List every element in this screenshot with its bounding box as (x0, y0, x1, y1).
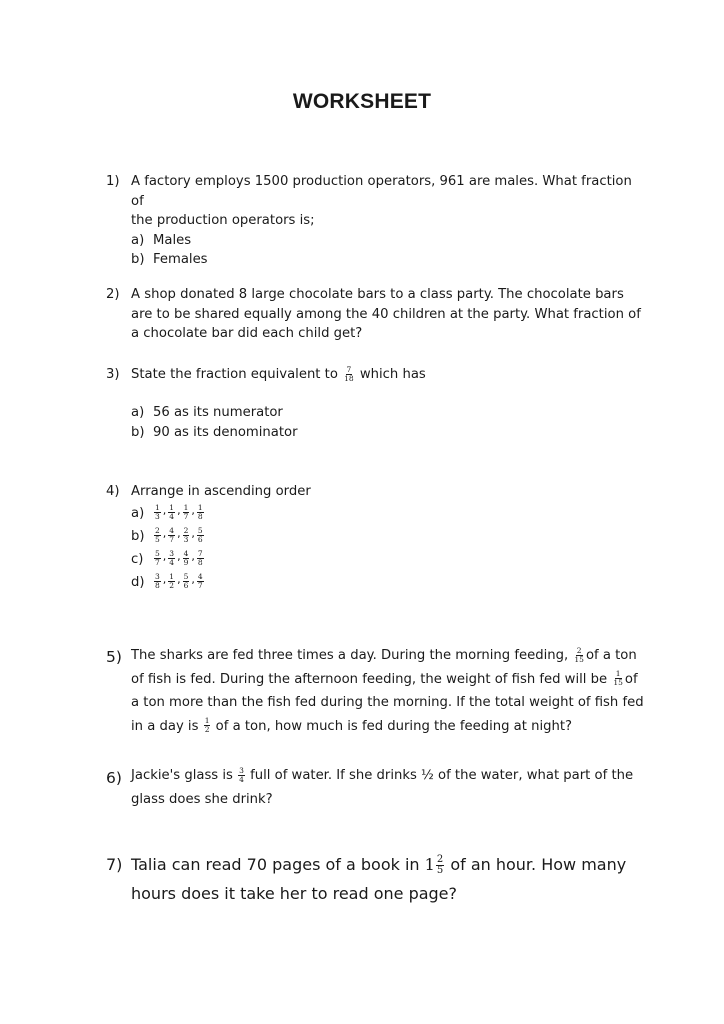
fraction: $\frac{1}{8}$ (197, 503, 203, 521)
sub-text: Females (153, 252, 208, 267)
question-5 (106, 644, 646, 738)
order-item (131, 525, 646, 548)
fraction: $\frac{2}{5}$ (436, 854, 444, 876)
comma-separator: , (177, 549, 181, 563)
fraction: $\frac{1}{2}$ (169, 572, 175, 590)
sub-text: Males (153, 232, 192, 248)
fraction: $\frac{3}{8}$ (155, 572, 160, 590)
sub-label: a) (131, 405, 145, 420)
comma-separator: , (177, 572, 181, 586)
fraction-list (153, 571, 205, 593)
question-text: The sharks are fed three times a day. During the morning feeding, (131, 648, 569, 663)
fraction: $\frac{5}{6}$ (197, 526, 203, 544)
fraction: $\frac{1}{15}$ (613, 669, 623, 687)
sub-question-a (131, 403, 646, 423)
question-text: full of water. If she drinks ½ of the water, what part of the (250, 768, 634, 783)
comma-separator: , (177, 503, 181, 517)
question-number: 5) (106, 648, 122, 666)
fraction: $\frac{2}{15}$ (574, 645, 584, 664)
question-4 (106, 482, 646, 594)
question-text: State the fraction equivalent to (131, 367, 338, 382)
fraction: $\frac{3}{4}$ (239, 765, 244, 784)
sub-label: a) (131, 232, 145, 248)
question-number: 7) (106, 855, 123, 874)
fraction-list (153, 525, 205, 547)
question-text: of fish is fed. During the afternoon feeding, the weight of fish fed will be (131, 671, 608, 687)
question-text: A factory employs 1500 production operators, 961 are males. What fraction of (131, 174, 632, 209)
fraction: $\frac{5}{7}$ (155, 549, 160, 567)
sub-label: b) (131, 528, 145, 544)
comma-separator: , (162, 503, 167, 517)
fraction: $\frac{1}{4}$ (169, 503, 175, 521)
fraction-list (153, 548, 205, 570)
question-text: a ton more than the fish fed during the morning. If the total weight of fish fed (131, 695, 644, 710)
sub-label: b) (131, 424, 145, 440)
question-text: of an hour. How many (450, 855, 627, 874)
order-list (131, 502, 646, 594)
fraction: $\frac{4}{9}$ (183, 549, 189, 567)
comma-separator: , (191, 549, 195, 563)
sub-text: 90 as its denominator (153, 424, 298, 440)
fraction: $\frac{7}{18}$ (344, 364, 354, 383)
comma-separator: , (191, 526, 195, 540)
question-number: 1) (106, 174, 120, 189)
question-text: Talia can read 70 pages of a book in (131, 855, 420, 874)
comma-separator: , (191, 503, 195, 517)
question-text: Arrange in ascending order (131, 484, 311, 499)
question-number: 2) (106, 287, 120, 302)
sub-question-b (131, 423, 646, 443)
question-3 (106, 363, 646, 442)
fraction: $\frac{3}{4}$ (169, 549, 175, 567)
question-text: in a day is (131, 718, 199, 734)
question-text: which has (359, 367, 426, 382)
worksheet-title: WORKSHEET (292, 90, 432, 113)
question-text: the production operators is; (131, 213, 315, 228)
fraction: $\frac{5}{6}$ (183, 572, 189, 590)
fraction: $\frac{1}{3}$ (155, 503, 160, 521)
sub-label: c) (131, 551, 144, 567)
order-item (131, 502, 646, 525)
sub-label: a) (131, 505, 145, 521)
question-7 (106, 850, 666, 908)
mixed-number-whole: 1 (424, 855, 435, 874)
question-number: 4) (106, 484, 120, 499)
comma-separator: , (191, 572, 195, 586)
question-text: hours does it take her to read one page? (131, 884, 458, 903)
question-text: Jackie's glass is (131, 768, 233, 783)
question-text: of a ton, how much is fed during the feeding at night? (215, 718, 573, 734)
sub-label: b) (131, 252, 145, 267)
comma-separator: , (162, 526, 167, 540)
comma-separator: , (162, 572, 167, 586)
comma-separator: , (162, 549, 167, 563)
question-text: of a ton (585, 648, 637, 663)
comma-separator: , (177, 526, 181, 540)
fraction: $\frac{2}{5}$ (155, 526, 160, 544)
question-text: a chocolate bar did each child get? (131, 326, 363, 341)
question-6 (106, 764, 646, 812)
fraction: $\frac{1}{7}$ (183, 503, 189, 521)
sub-question-b (131, 250, 646, 270)
order-item (131, 548, 646, 571)
question-1 (106, 172, 646, 270)
fraction: $\frac{2}{3}$ (183, 526, 189, 544)
question-2 (106, 285, 646, 344)
fraction: $\frac{1}{2}$ (204, 716, 210, 734)
order-item (131, 571, 646, 594)
sub-label: d) (131, 574, 145, 590)
question-text: A shop donated 8 large chocolate bars to a class party. The chocolate bars (131, 287, 624, 302)
fraction: $\frac{4}{7}$ (169, 526, 175, 544)
question-text: glass does she drink? (131, 792, 273, 807)
question-text: of (624, 671, 638, 687)
question-number: 6) (106, 769, 122, 787)
question-number: 3) (106, 367, 120, 382)
sub-text: 56 as its numerator (153, 405, 283, 420)
fraction-list (153, 502, 205, 524)
question-text: are to be shared equally among the 40 children at the party. What fraction of (131, 306, 641, 322)
fraction: $\frac{7}{8}$ (197, 549, 203, 567)
fraction: $\frac{4}{7}$ (197, 572, 203, 590)
sub-question-a (131, 231, 646, 251)
